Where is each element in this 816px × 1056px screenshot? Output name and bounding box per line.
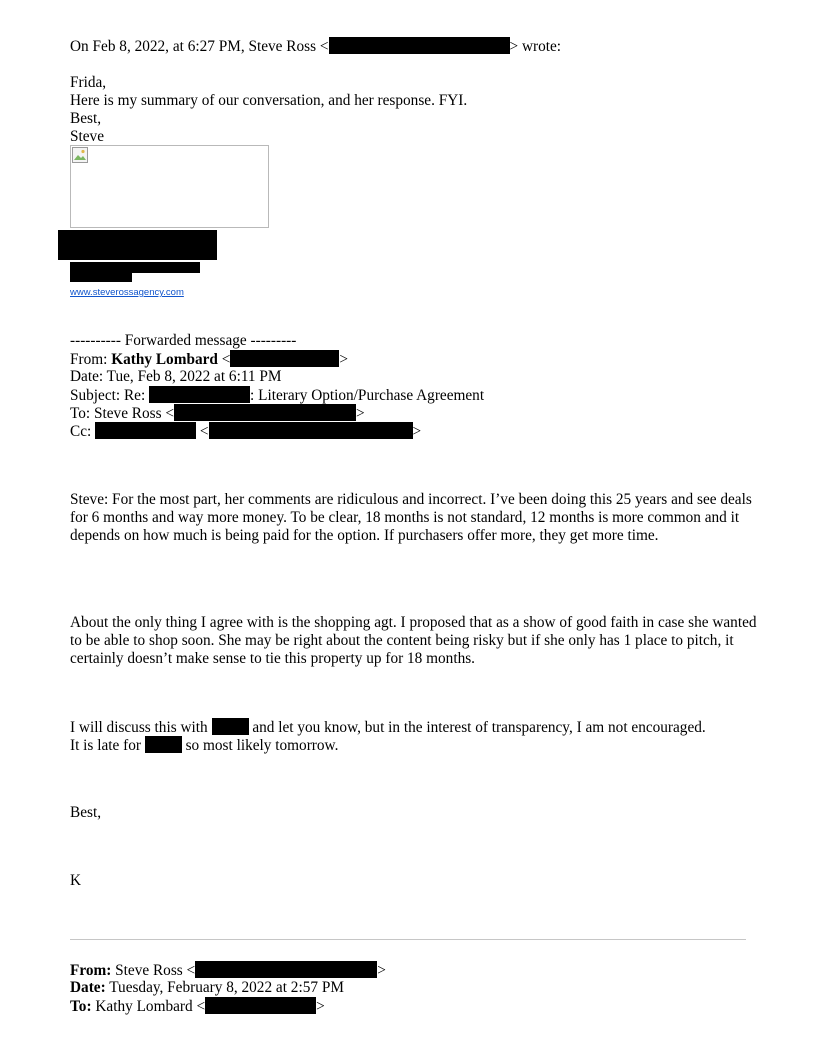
quoted-date-label: Date: bbox=[70, 979, 106, 996]
redacted-signature-name bbox=[58, 230, 217, 260]
p3-text-c: It is late for bbox=[70, 737, 145, 754]
p3-text-a: I will discuss this with bbox=[70, 719, 212, 736]
quoted-to-close: > bbox=[316, 998, 325, 1015]
greeting: Frida, bbox=[70, 74, 107, 91]
divider-line bbox=[70, 939, 746, 940]
quoted-date-value: Tuesday, February 8, 2022 at 2:57 PM bbox=[105, 979, 344, 996]
p3-text-d: so most likely tomorrow. bbox=[181, 737, 339, 754]
redacted-name bbox=[95, 422, 196, 439]
intro-signoff: Best, bbox=[70, 110, 102, 127]
quoted-to bbox=[70, 997, 325, 1016]
cc-close: > bbox=[412, 423, 422, 440]
cc-open: < bbox=[196, 423, 209, 440]
from-label: From: bbox=[70, 351, 112, 368]
redacted-signature-phone bbox=[70, 272, 132, 282]
quoted-from-close: > bbox=[377, 962, 386, 979]
redacted-email bbox=[329, 37, 510, 54]
reply-header bbox=[70, 37, 561, 56]
body-initial: K bbox=[70, 872, 82, 889]
redacted-email bbox=[195, 961, 377, 978]
redacted-name bbox=[145, 736, 182, 753]
redacted-email bbox=[205, 997, 316, 1014]
signature-image bbox=[70, 145, 269, 228]
forwarded-divider: ---------- Forwarded message --------- bbox=[70, 332, 297, 349]
quoted-to-value: Kathy Lombard < bbox=[91, 998, 206, 1015]
forwarded-cc bbox=[70, 422, 421, 441]
broken-image-icon bbox=[72, 147, 88, 163]
body-paragraph-3-line-2 bbox=[70, 736, 338, 755]
quoted-from-value: Steve Ross < bbox=[111, 962, 196, 979]
agency-website-link[interactable]: www.steverossagency.com bbox=[70, 287, 184, 298]
body-signoff: Best, bbox=[70, 804, 102, 821]
quoted-from bbox=[70, 961, 386, 980]
subject-suffix: : Literary Option/Purchase Agreement bbox=[250, 387, 485, 404]
intro-line: Here is my summary of our conversation, and her response. FYI. bbox=[70, 92, 468, 109]
redacted-email bbox=[209, 422, 413, 439]
forwarded-from bbox=[70, 350, 348, 369]
reply-header-suffix: > wrote: bbox=[509, 38, 562, 55]
to-close: > bbox=[356, 405, 365, 422]
forwarded-to bbox=[70, 404, 365, 423]
forwarded-subject bbox=[70, 386, 484, 405]
redacted-email bbox=[174, 404, 356, 421]
from-name: Kathy Lombard bbox=[111, 351, 218, 368]
intro-name: Steve bbox=[70, 128, 104, 145]
body-paragraph-1: Steve: For the most part, her comments are ridiculous and incorrect. I’ve been doing this 25 years and see deals for 6 months and way more money. To be clear, 18 months is not standard, 12 months is more common and it depends on how much is being paid for the option. If purchasers offer more, they get more time. bbox=[70, 491, 752, 544]
redacted-name bbox=[212, 718, 249, 735]
forwarded-date: Date: Tue, Feb 8, 2022 at 6:11 PM bbox=[70, 368, 282, 385]
redacted-title bbox=[149, 386, 250, 403]
quoted-from-label: From: bbox=[70, 962, 112, 979]
cc-prefix: Cc: bbox=[70, 423, 96, 440]
reply-header-prefix: On Feb 8, 2022, at 6:27 PM, Steve Ross < bbox=[70, 38, 329, 55]
from-close: > bbox=[339, 351, 348, 368]
body-paragraph-3-line-1 bbox=[70, 718, 706, 737]
quoted-to-label: To: bbox=[70, 998, 92, 1015]
redacted-email bbox=[230, 350, 339, 367]
subject-prefix: Subject: Re: bbox=[70, 387, 150, 404]
to-prefix: To: Steve Ross < bbox=[70, 405, 175, 422]
p3-text-b: and let you know, but in the interest of transparency, I am not encouraged. bbox=[248, 719, 706, 736]
from-open: < bbox=[217, 351, 231, 368]
quoted-date bbox=[70, 979, 344, 997]
body-paragraph-2: About the only thing I agree with is the shopping agt. I proposed that as a show of good faith in case she wanted to be able to shop soon. She may be right about the content being risky but if she only has 1 place to pitch, it certainly doesn’t make sense to tie this property up for 18 months. bbox=[70, 614, 757, 667]
